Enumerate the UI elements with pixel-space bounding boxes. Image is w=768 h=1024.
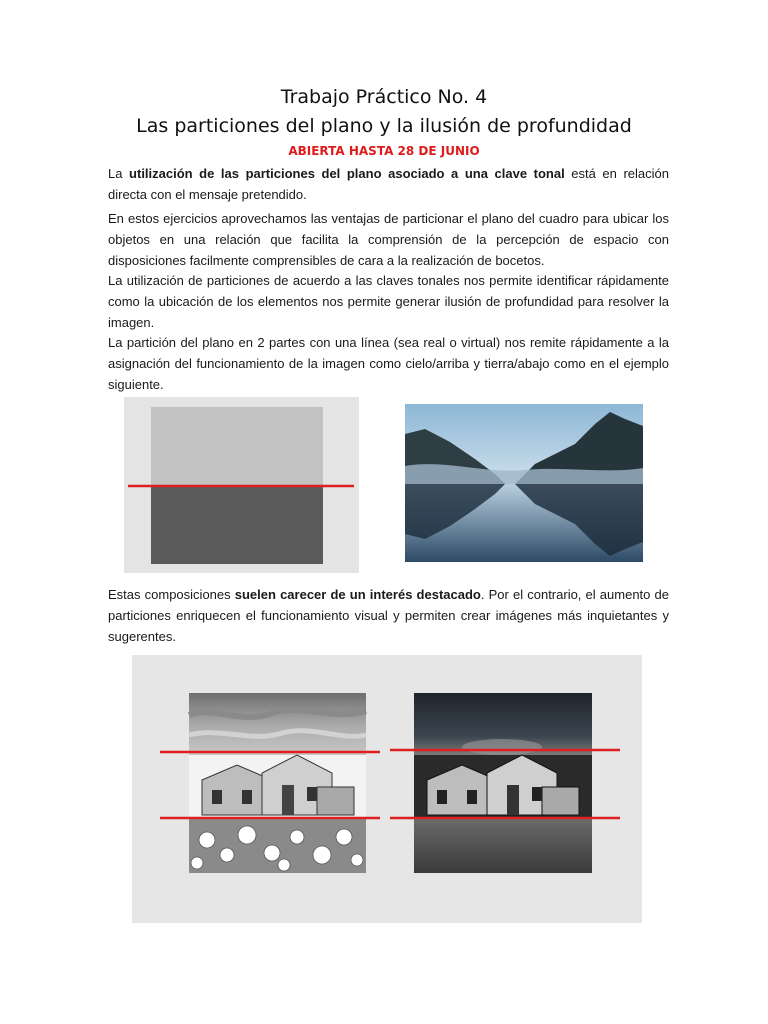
- paragraph-2: En estos ejercicios aprovechamos las ventajas de particionar el plano del cuadro para ubicar los objetos en una relación que facilita la comprensión de la percepción de espacio con disposiciones facilmente comprensibles de cara a la realización de bocetos.: [108, 211, 669, 268]
- lake-photo-svg: [405, 404, 643, 562]
- two-partition-svg: [124, 397, 359, 573]
- paragraph-3: La utilización de particiones de acuerdo a las claves tonales nos permite identificar rápidamente como la ubicación de los elementos nos permite generar ilusión de profundidad para resolver la imagen.: [108, 273, 669, 330]
- p5-text-bold: suelen carecer de un interés destacado: [234, 587, 481, 602]
- right-composition: [414, 693, 592, 873]
- left-composition: [189, 693, 366, 873]
- p1-text-pre: La: [108, 166, 130, 181]
- p5-text-pre: Estas composiciones: [108, 587, 235, 602]
- two-partition-diagram: [124, 397, 359, 573]
- title-line-2: Las particiones del plano y la ilusión de profundidad: [136, 115, 632, 137]
- multi-partition-svg: [132, 655, 642, 923]
- p1-text-bold: utilización de las particiones del plano asociado a una clave tonal: [129, 166, 565, 181]
- multi-partition-figure: [132, 655, 642, 923]
- deadline-notice: ABIERTA HASTA 28 DE JUNIO: [288, 144, 480, 158]
- lake-reflection-photo: [405, 404, 643, 562]
- diagram-lower-block: [151, 486, 323, 564]
- diagram-upper-block: [151, 407, 323, 486]
- title-line-1: Trabajo Práctico No. 4: [280, 86, 488, 108]
- p1-text-post: está en relación directa con el mensaje pretendido.: [108, 166, 669, 202]
- p5-text-post: . Por el contrario, el aumento de particiones enriquecen el funcionamiento visual y permiten crear imágenes más inquietantes y sugerentes.: [108, 587, 669, 644]
- paragraph-1: [108, 163, 669, 205]
- paragraph-4: La partición del plano en 2 partes con una línea (sea real o virtual) nos remite rápidamente a la asignación del funcionamiento de la imagen como cielo/arriba y tierra/abajo como en el ejemplo siguiente.: [108, 335, 669, 392]
- paragraph-5: [108, 584, 669, 647]
